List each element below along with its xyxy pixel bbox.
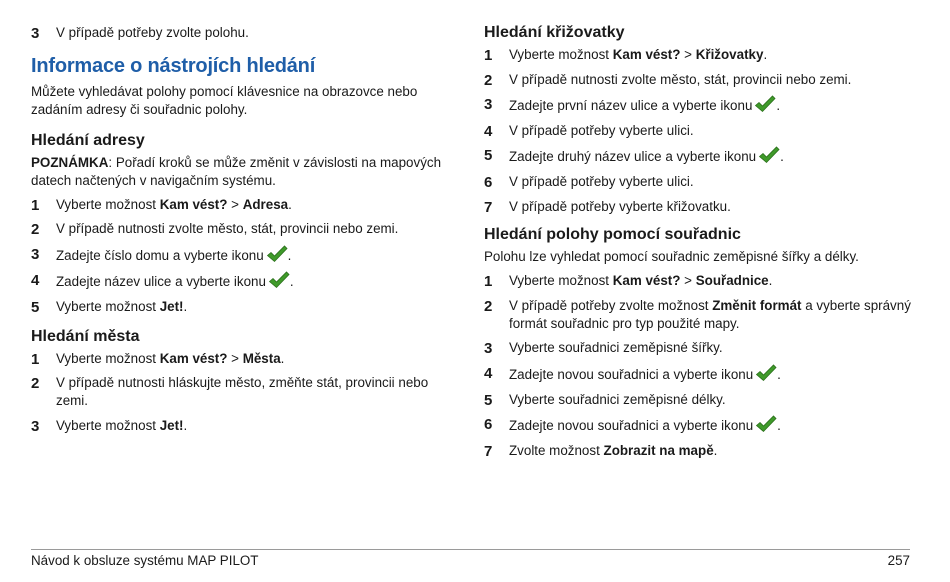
- heading-address: Hledání adresy: [31, 131, 145, 149]
- heading-intersection: Hledání křižovatky: [484, 24, 625, 41]
- list-item: 4 Zadejte novou souřadnici a vyberte ikonu .: [484, 364, 781, 382]
- checkmark-icon: [758, 146, 780, 165]
- list-item: 1 Vyberte možnost Kam vést? > Křižovatky.: [484, 47, 768, 64]
- checkmark-icon: [266, 245, 288, 264]
- list-item: 6 Zadejte novou souřadnici a vyberte ikonu .: [484, 416, 781, 434]
- list-item: 5 Vyberte možnost Jet!.: [31, 298, 188, 316]
- checkmark-icon: [268, 271, 290, 290]
- list-item: 2 V případě nutnosti zvolte město, stát, provincii nebo zemi.: [31, 221, 399, 239]
- intersection-steps: [484, 46, 924, 216]
- top-step-list: [31, 24, 451, 42]
- coords-steps: [484, 272, 924, 460]
- right-column: [484, 24, 924, 466]
- list-item: 2 V případě nutnosti hláskujte město, změňte stát, provincii nebo zemi.: [31, 375, 429, 409]
- checkmark-icon: [755, 415, 777, 434]
- checkmark-icon: [755, 364, 777, 383]
- note-label: POZNÁMKA: [31, 154, 109, 170]
- list-item: 7 Zvolte možnost Zobrazit na mapě.: [484, 442, 718, 460]
- list-item: 1 Vyberte možnost Kam vést? > Souřadnice.: [484, 273, 773, 291]
- footer-manual-title: Návod k obsluze systému MAP PILOT: [31, 553, 259, 568]
- checkmark-icon: [754, 95, 776, 114]
- left-column: [31, 24, 451, 441]
- intro-paragraph: Můžete vyhledávat polohy pomocí klávesnice na obrazovce nebo zadáním adresy či souřadnic polohy.: [31, 83, 418, 117]
- list-item: 5 Vyberte souřadnici zeměpisné délky.: [484, 391, 726, 409]
- heading-coordinates: Hledání polohy pomocí souřadnic: [484, 226, 741, 244]
- list-item: 3 Vyberte souřadnici zeměpisné šířky.: [484, 340, 723, 358]
- list-item: 1 Vyberte možnost Kam vést? > Města.: [31, 350, 285, 368]
- list-item: 5 Zadejte druhý název ulice a vyberte ikonu .: [484, 147, 784, 165]
- list-item: 2 V případě potřeby zvolte možnost Změnit formát a vyberte správný formát souřadnic pro typ použité mapy.: [484, 297, 911, 331]
- list-item: 4 V případě potřeby vyberte ulici.: [484, 122, 694, 140]
- city-steps: [31, 350, 451, 435]
- list-item: 3 Vyberte možnost Jet!.: [31, 417, 188, 435]
- list-item: 3 Zadejte první název ulice a vyberte ikonu .: [484, 96, 781, 114]
- coords-intro: Polohu lze vyhledat pomocí souřadnic zeměpisné šířky a délky.: [484, 249, 859, 265]
- heading-city: Hledání města: [31, 327, 140, 345]
- footer-divider: [31, 549, 910, 550]
- list-item: 7 V případě potřeby vyberte křižovatku.: [484, 198, 731, 216]
- list-item: 4 Zadejte název ulice a vyberte ikonu .: [31, 272, 294, 290]
- address-steps: [31, 196, 451, 316]
- section-title: Informace o nástrojích hledání: [31, 54, 316, 77]
- list-item: 3 Zadejte číslo domu a vyberte ikonu .: [31, 245, 292, 263]
- list-item: 6 V případě potřeby vyberte ulici.: [484, 173, 694, 191]
- list-item: 2 V případě nutnosti zvolte město, stát, provincii nebo zemi.: [484, 71, 852, 89]
- list-item: 3 V případě potřeby zvolte polohu.: [31, 25, 249, 42]
- note-paragraph: POZNÁMKA: Pořadí kroků se může změnit v závislosti na mapových datech načtených v navigačním systému.: [31, 154, 442, 188]
- page-number: 257: [887, 553, 910, 568]
- list-item: 1 Vyberte možnost Kam vést? > Adresa.: [31, 196, 292, 214]
